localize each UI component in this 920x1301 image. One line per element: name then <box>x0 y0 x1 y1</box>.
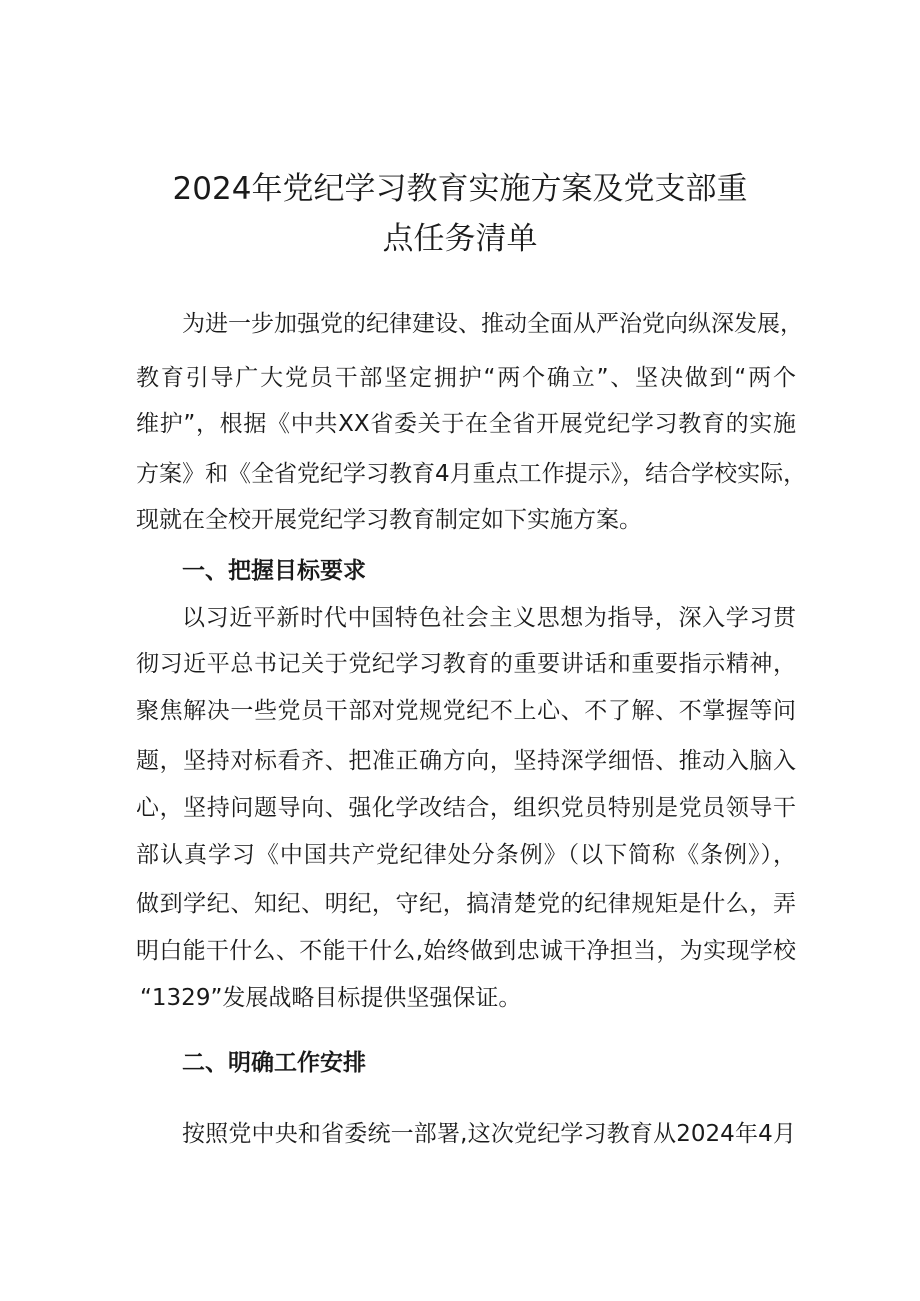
section1-line-2: 彻习近平总书记关于党纪学习教育的重要讲话和重要指示精神， <box>136 651 796 677</box>
intro-line-2: 教育引导广大党员干部坚定拥护“两个确立”、坚决做到“两个 <box>136 365 796 391</box>
section-heading-1: 一、把握目标要求 <box>182 558 366 584</box>
section2-line-1: 按照党中央和省委统一部署,这次党纪学习教育从2024年4月 <box>182 1121 796 1147</box>
section1-line-1: 以习近平新时代中国特色社会主义思想为指导，深入学习贯 <box>182 605 796 631</box>
intro-line-1: 为进一步加强党的纪律建设、推动全面从严治党向纵深发展， <box>182 311 803 337</box>
section1-line-8: 明白能干什么、不能干什么,始终做到忠诚干净担当，为实现学校 <box>136 938 796 964</box>
intro-line-5: 现就在全校开展党纪学习教育制定如下实施方案。 <box>136 507 642 533</box>
document-title-line-2: 点任务清单 <box>382 221 538 257</box>
document-title-line-1: 2024年党纪学习教育实施方案及党支部重 <box>172 171 748 207</box>
section1-line-5: 心，坚持问题导向、强化学改结合，组织党员特别是党员领导干 <box>136 795 796 821</box>
section1-line-3: 聚焦解决一些党员干部对党规党纪不上心、不了解、不掌握等问 <box>136 698 796 724</box>
intro-line-3: 维护”，根据《中共XX省委关于在全省开展党纪学习教育的实施 <box>136 411 796 437</box>
section1-line-9: “1329”发展战略目标提供坚强保证。 <box>140 985 522 1011</box>
section1-line-7: 做到学纪、知纪、明纪，守纪，搞清楚党的纪律规矩是什么，弄 <box>136 891 796 917</box>
section-heading-2: 二、明确工作安排 <box>182 1050 366 1076</box>
intro-line-4: 方案》和《全省党纪学习教育4月重点工作提示》，结合学校实际， <box>136 461 807 487</box>
section1-line-4: 题，坚持对标看齐、把准正确方向，坚持深学细悟、推动入脑入 <box>136 748 796 774</box>
section1-line-6: 部认真学习《中国共产党纪律处分条例》（以下简称《条例》）， <box>136 842 796 868</box>
